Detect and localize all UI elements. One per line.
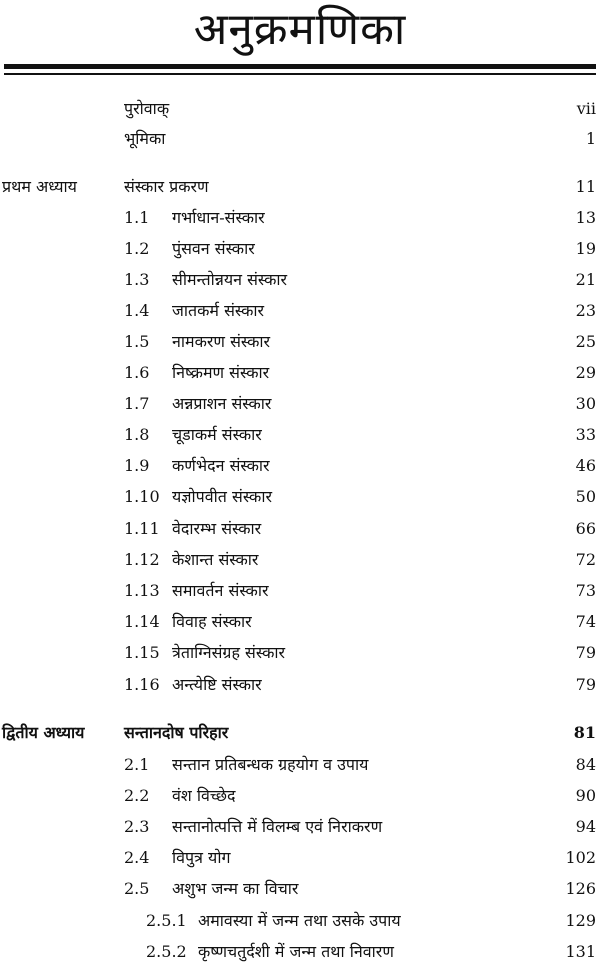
toc-entry-title: यज्ञोपवीत संस्कार [172, 487, 273, 506]
toc-entry [0, 296, 600, 326]
toc-entry [0, 265, 600, 295]
toc-entry [0, 874, 600, 904]
toc-entry-title: वंश विच्छेद [172, 786, 236, 805]
title-rule-thin [4, 73, 596, 75]
toc-page-number: 25 [575, 332, 596, 351]
toc-entry-title: निष्क्रमण संस्कार [172, 363, 270, 382]
toc-page-number: 84 [575, 755, 596, 774]
toc-section-number: 1.10 [124, 487, 160, 506]
toc-page-number: 13 [575, 208, 596, 227]
toc-entry-title: पुंसवन संस्कार [172, 239, 255, 258]
toc-entry-title: समावर्तन संस्कार [172, 581, 269, 600]
toc-entry-title: चूडाकर्म संस्कार [172, 425, 262, 444]
toc-entry-title: गर्भाधान-संस्कार [172, 208, 265, 227]
toc-entry-title: वेदारम्भ संस्कार [172, 519, 262, 538]
toc-chapter-label: द्वितीय अध्याय [2, 723, 85, 742]
toc-section-number: 1.9 [124, 456, 150, 475]
toc-section-number: 1.16 [124, 675, 160, 694]
toc-entry [0, 203, 600, 233]
toc-section-number: 2.3 [124, 817, 150, 836]
toc-section-number: 1.15 [124, 643, 160, 662]
toc-entry [0, 234, 600, 264]
toc-section-number: 1.1 [124, 208, 150, 227]
toc-page-number: 73 [575, 581, 596, 600]
toc-entry [0, 576, 600, 606]
toc-section-number: 1.7 [124, 394, 150, 413]
toc-section-number: 2.2 [124, 786, 150, 805]
toc-entry-title: कर्णभेदन संस्कार [172, 456, 270, 475]
toc-page-number: 19 [575, 239, 596, 258]
toc-entry [0, 607, 600, 637]
toc-section-number: 2.1 [124, 755, 150, 774]
toc-page-number: 29 [575, 363, 596, 382]
toc-page-number: 102 [565, 848, 596, 867]
toc-section-number: 1.2 [124, 239, 150, 258]
toc-section-number: 2.5.1 [146, 911, 187, 930]
toc-entry-title: केशान्त संस्कार [172, 550, 259, 569]
toc-entry-title: भूमिका [124, 129, 166, 148]
toc-entry [0, 781, 600, 811]
toc-section-number: 1.12 [124, 550, 160, 569]
toc-entry [0, 482, 600, 512]
toc-page-number: 50 [575, 487, 596, 506]
toc-section-number: 1.4 [124, 301, 150, 320]
toc-section-number: 1.8 [124, 425, 150, 444]
toc-page-number: 94 [575, 817, 596, 836]
toc-entry [0, 906, 600, 936]
toc-entry-title: पुरोवाक् [124, 99, 170, 118]
toc-entry [0, 638, 600, 668]
toc-page-number: vii [576, 99, 596, 118]
toc-section-number: 1.5 [124, 332, 150, 351]
toc-entry-title: त्रेताग्निसंग्रह संस्कार [172, 643, 286, 662]
toc-entry-title: सीमन्तोन्नयन संस्कार [172, 270, 288, 289]
toc-entry [0, 389, 600, 419]
toc-entry-title: विपुत्र योग [172, 848, 231, 867]
toc-page-number: 21 [575, 270, 596, 289]
toc-entry-title: अमावस्या में जन्म तथा उसके उपाय [198, 911, 401, 930]
toc-page-number: 30 [575, 394, 596, 413]
toc-page-number: 72 [575, 550, 596, 569]
toc-entry [0, 843, 600, 873]
toc-entry [0, 124, 600, 154]
toc-page-number: 1 [585, 129, 596, 148]
title-rule-thick [4, 64, 596, 69]
toc-entry-title: अन्नप्राशन संस्कार [172, 394, 272, 413]
toc-page-number: 81 [573, 723, 596, 742]
toc-page-number: 33 [575, 425, 596, 444]
toc-page-number: 131 [565, 942, 596, 961]
toc-page-number: 126 [565, 879, 596, 898]
toc-entry [0, 937, 600, 967]
toc-entry-title: जातकर्म संस्कार [172, 301, 265, 320]
toc-page-number: 90 [575, 786, 596, 805]
toc-page-number: 23 [575, 301, 596, 320]
toc-entry [0, 718, 600, 748]
toc-section-number: 1.14 [124, 612, 160, 631]
toc-entry [0, 94, 600, 124]
toc-entry [0, 514, 600, 544]
toc-section-number: 1.11 [124, 519, 160, 538]
toc-section-number: 1.3 [124, 270, 150, 289]
toc-entry [0, 327, 600, 357]
toc-entry-title: सन्तान प्रतिबन्धक ग्रहयोग व उपाय [172, 755, 369, 774]
toc-entry-title: अशुभ जन्म का विचार [172, 879, 299, 898]
toc-entry-title: नामकरण संस्कार [172, 332, 271, 351]
toc-entry [0, 358, 600, 388]
toc-entry-title: सन्तानदोष परिहार [124, 723, 229, 742]
toc-section-number: 2.5 [124, 879, 150, 898]
toc-entry [0, 172, 600, 202]
toc-chapter-label: प्रथम अध्याय [2, 177, 77, 196]
toc-entry-title: सन्तानोत्पत्ति में विलम्ब एवं निराकरण [172, 817, 383, 836]
toc-section-number: 2.5.2 [146, 942, 187, 961]
toc-page-number: 129 [565, 911, 596, 930]
toc-page-number: 79 [575, 643, 596, 662]
toc-entry [0, 812, 600, 842]
page-title: अनुक्रमणिका [193, 4, 407, 55]
toc-page-number: 46 [575, 456, 596, 475]
toc-entry-title: कृष्णचतुर्दशी में जन्म तथा निवारण [198, 942, 394, 961]
toc-entry-title: विवाह संस्कार [172, 612, 252, 631]
toc-entry [0, 750, 600, 780]
toc-section-number: 1.13 [124, 581, 160, 600]
toc-entry [0, 670, 600, 700]
toc-page-number: 66 [575, 519, 596, 538]
toc-section-number: 1.6 [124, 363, 150, 382]
toc-entry [0, 545, 600, 575]
toc-section-number: 2.4 [124, 848, 150, 867]
toc-entry-title: अन्त्येष्टि संस्कार [172, 675, 262, 694]
toc-entry [0, 451, 600, 481]
toc-page-number: 11 [575, 177, 596, 196]
toc-page-number: 79 [575, 675, 596, 694]
toc-entry [0, 420, 600, 450]
toc-entry-title: संस्कार प्रकरण [124, 177, 209, 196]
toc-page-number: 74 [575, 612, 596, 631]
